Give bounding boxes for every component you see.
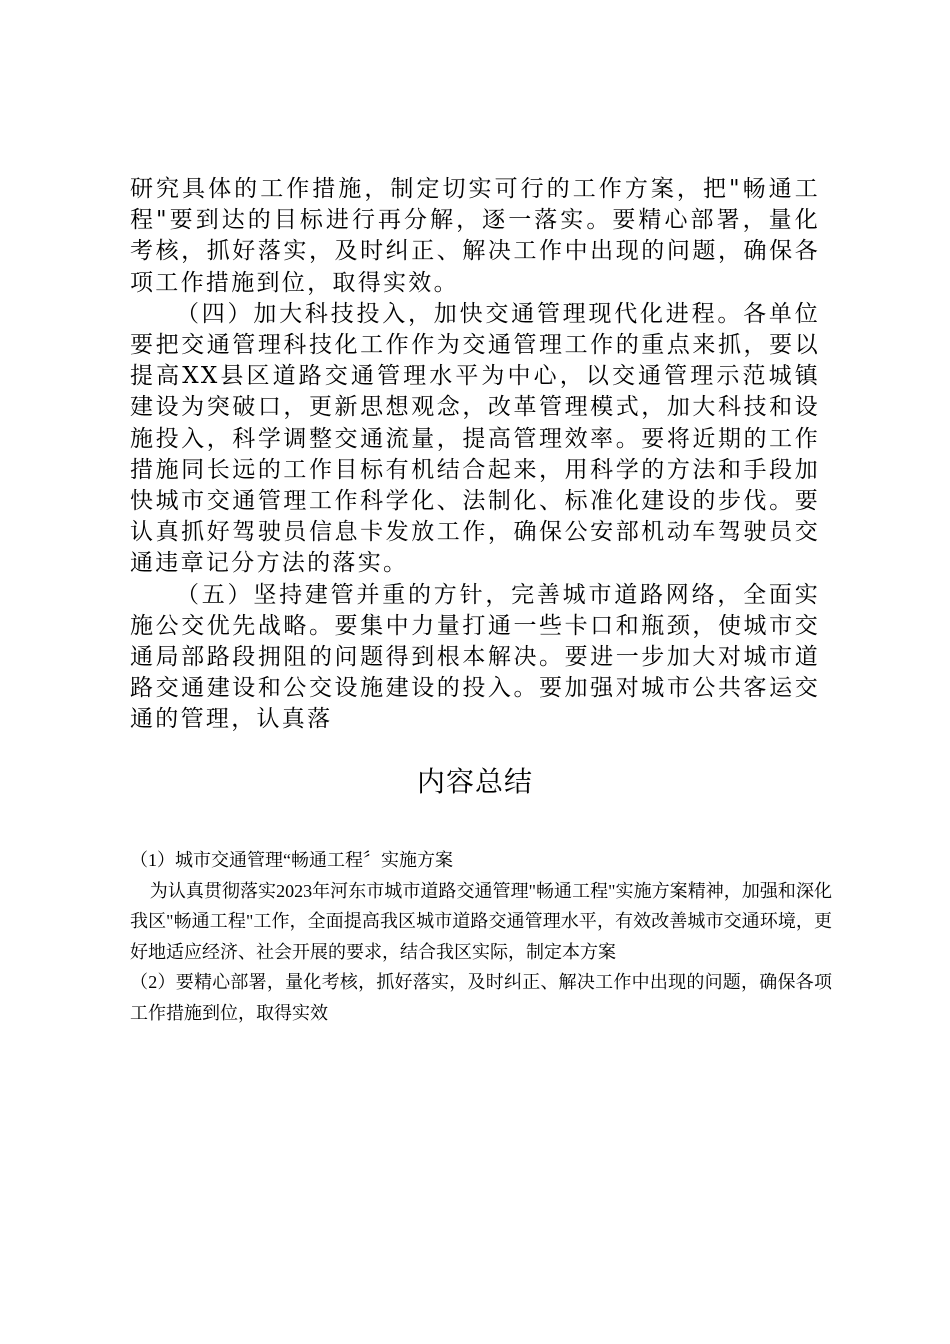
summary-item-1-heading: （1）城市交通管理“畅通工程〞实施方案 [130,850,453,870]
summary-item-1-text: 为认真贯彻落实2023年河东市城市道路交通管理"畅通工程"实施方案精神，加强和深化我区"畅通工程"工作，全面提高我区城市道路交通管理水平，有效改善城市交通环境，更好地适应经济、社会开展的要求，结合我区实际，制定本方案 [130,880,832,962]
summary-title: 内容总结 [416,765,533,798]
summary-section [130,845,832,1028]
body-paragraph-section-4: （四）加大科技投入，加快交通管理现代化进程。各单位要把交通管理科技化工作作为交通管理工作的重点来抓，要以提高XX县区道路交通管理水平为中心，以交通管理示范城镇建设为突破口，更新思想观念，改革管理模式，加大科技和设施投入，科学调整交通流量，提高管理效率。要将近期的工作措施同长远的工作目标有机结合起来，用科学的方法和手段加快城市交通管理工作科学化、法制化、标准化建设的步伐。要认真抓好驾驶员信息卡发放工作，确保公安部机动车驾驶员交通违章记分方法的落实。 [130,300,820,577]
body-paragraph-continued: 研究具体的工作措施，制定切实可行的工作方案，把"畅通工程"要到达的目标进行再分解，逐一落实。要精心部署，量化考核，抓好落实，及时纠正、解决工作中出现的问题，确保各项工作措施到位，取得实效。 [130,176,820,296]
document-body [130,174,820,736]
summary-item-2-text: （2）要精心部署，量化考核，抓好落实，及时纠正、解决工作中出现的问题，确保各项工作措施到位，取得实效 [130,972,832,1023]
body-paragraph-section-5: （五）坚持建管并重的方针，完善城市道路网络，全面实施公交优先战略。要集中力量打通一些卡口和瓶颈，使城市交通局部路段拥阻的问题得到根本解决。要进一步加大对城市道路交通建设和公交设施建设的投入。要加强对城市公共客运交通的管理，认真落 [130,581,820,733]
